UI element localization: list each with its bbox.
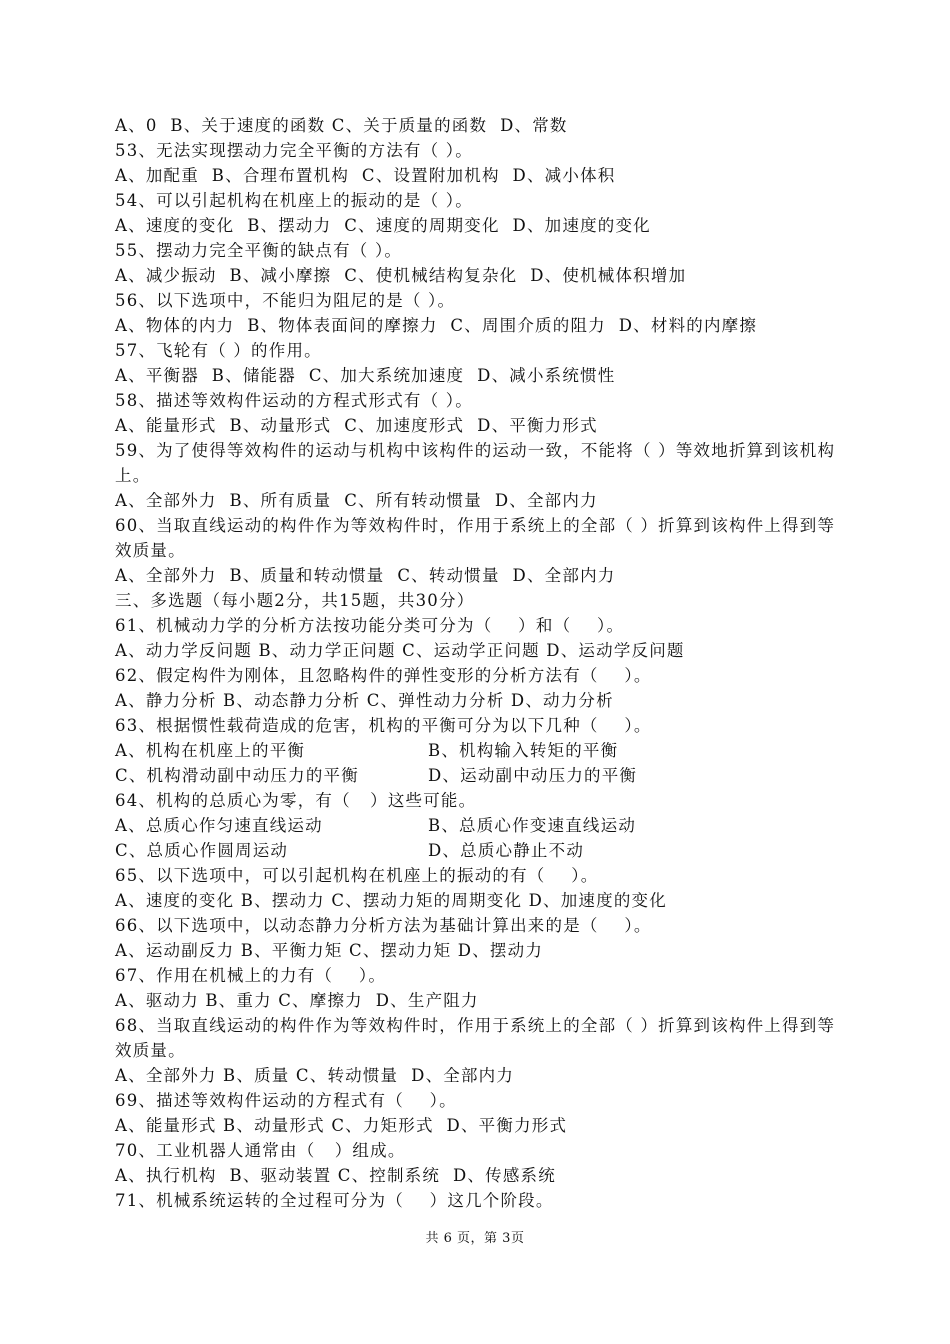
q64-options-row-2 — [115, 838, 840, 863]
question-60: 60、当取直线运动的构件作为等效构件时，作用于系统上的全部（ ）折算到该构件上得到等效质量。 — [115, 516, 836, 560]
text-line: A、物体的内力 B、物体表面间的摩擦力 C、周围介质的阻力 D、材料的内摩擦 — [115, 316, 758, 335]
option-text: D、运动副中动压力的平衡 — [428, 766, 638, 785]
text-line: 53、无法实现摆动力完全平衡的方法有（ ）。 — [115, 141, 473, 160]
text-line: 65、以下选项中，可以引起机构在机座上的振动的有（ ）。 — [115, 866, 599, 885]
question-block-4 — [115, 863, 840, 1013]
text-line: A、减少振动 B、减小摩擦 C、使机械结构复杂化 D、使机械体积增加 — [115, 266, 687, 285]
text-line: 三、多选题（每小题2分，共15题，共30分） — [115, 591, 475, 610]
text-line: 56、以下选项中，不能归为阻尼的是（ ）。 — [115, 291, 456, 310]
text-line: 69、描述等效构件运动的方程式有（ ）。 — [115, 1091, 457, 1110]
text-line: 71、机械系统运转的全过程可分为（ ）这几个阶段。 — [115, 1191, 554, 1210]
option-text: B、机构输入转矩的平衡 — [428, 741, 619, 760]
text-line: A、静力分析 B、动态静力分析 C、弹性动力分析 D、动力分析 — [115, 691, 614, 710]
option-text: A、总质心作匀速直线运动 — [115, 816, 323, 835]
text-line: A、平衡器 B、储能器 C、加大系统加速度 D、减小系统惯性 — [115, 366, 616, 385]
text-line: 67、作用在机械上的力有（ ）。 — [115, 966, 387, 985]
q63-options-row-1 — [115, 738, 840, 763]
question-block-5 — [115, 1063, 840, 1213]
text-line: A、0 B、关于速度的函数 C、关于质量的函数 D、常数 — [115, 116, 568, 135]
text-line: A、全部外力 B、质量和转动惯量 C、转动惯量 D、全部内力 — [115, 566, 616, 585]
text-line: A、速度的变化 B、摆动力 C、速度的周期变化 D、加速度的变化 — [115, 216, 651, 235]
option-text: B、总质心作变速直线运动 — [428, 816, 637, 835]
text-line: A、动力学反问题 B、动力学正问题 C、运动学正问题 D、运动学反问题 — [115, 641, 685, 660]
text-line: 62、假定构件为刚体，且忽略构件的弹性变形的分析方法有（ ）。 — [115, 666, 652, 685]
q63-options-row-2 — [115, 763, 840, 788]
q64-options-row-1 — [115, 813, 840, 838]
text-line: 66、以下选项中，以动态静力分析方法为基础计算出来的是（ ）。 — [115, 916, 652, 935]
question-68: 68、当取直线运动的构件作为等效构件时，作用于系统上的全部（ ）折算到该构件上得到等效质量。 — [115, 1016, 836, 1060]
text-line: 55、摆动力完全平衡的缺点有（ ）。 — [115, 241, 403, 260]
text-line: 61、机械动力学的分析方法按功能分类可分为（ ）和（ ）。 — [115, 616, 625, 635]
text-line: A、速度的变化 B、摆动力 C、摆动力矩的周期变化 D、加速度的变化 — [115, 891, 667, 910]
question-block-3 — [115, 563, 840, 738]
option-text: A、机构在机座上的平衡 — [115, 741, 306, 760]
question-64: 64、机构的总质心为零，有（ ）这些可能。 — [115, 791, 477, 810]
text-line: A、能量形式 B、动量形式 C、加速度形式 D、平衡力形式 — [115, 416, 598, 435]
text-line: A、运动副反力 B、平衡力矩 C、摆动力矩 D、摆动力 — [115, 941, 544, 960]
text-line: A、加配重 B、合理布置机构 C、设置附加机构 D、减小体积 — [115, 166, 616, 185]
text-line: 70、工业机器人通常由（ ）组成。 — [115, 1141, 406, 1160]
text-line: 57、飞轮有（ ）的作用。 — [115, 341, 322, 360]
question-59: 59、为了使得等效构件的运动与机构中该构件的运动一致，不能将（ ）等效地折算到该机构上。 — [115, 441, 836, 485]
option-text: C、总质心作圆周运动 — [115, 841, 289, 860]
page-footer: 共 6 页，第 3页 — [425, 1231, 525, 1246]
document-body — [115, 113, 840, 1213]
text-line: A、能量形式 B、动量形式 C、力矩形式 D、平衡力形式 — [115, 1116, 568, 1135]
text-line: 58、描述等效构件运动的方程式形式有（ ）。 — [115, 391, 473, 410]
text-line: A、执行机构 B、驱动装置 C、控制系统 D、传感系统 — [115, 1166, 556, 1185]
text-line: A、全部外力 B、所有质量 C、所有转动惯量 D、全部内力 — [115, 491, 598, 510]
question-block-1 — [115, 113, 840, 438]
text-line: A、驱动力 B、重力 C、摩擦力 D、生产阻力 — [115, 991, 479, 1010]
text-line: A、全部外力 B、质量 C、转动惯量 D、全部内力 — [115, 1066, 515, 1085]
option-text: C、机构滑动副中动压力的平衡 — [115, 766, 359, 785]
text-line: 63、根据惯性载荷造成的危害，机构的平衡可分为以下几种（ ）。 — [115, 716, 652, 735]
text-line: 54、可以引起机构在机座上的振动的是（ ）。 — [115, 191, 473, 210]
question-block-2 — [115, 488, 840, 513]
option-text: D、总质心静止不动 — [428, 841, 585, 860]
